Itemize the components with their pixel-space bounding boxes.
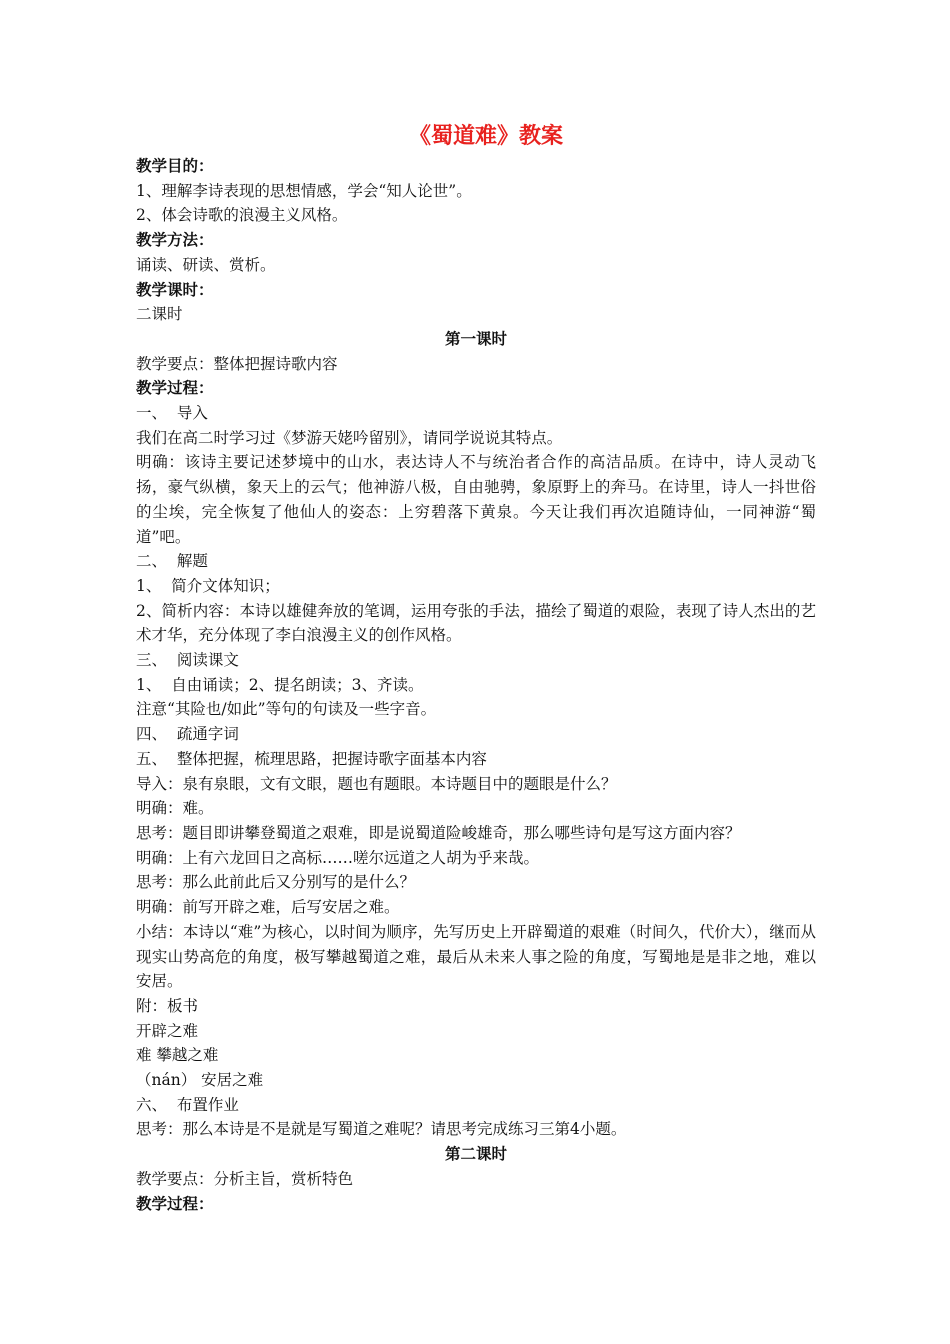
section-heading: 教学目的： bbox=[136, 156, 214, 175]
paragraph: 三、 阅读课文 bbox=[136, 651, 239, 670]
paragraph: 四、 疏通字词 bbox=[136, 725, 239, 744]
paragraph: 二、 解题 bbox=[136, 552, 208, 571]
paragraph: （nán） 安居之难 bbox=[136, 1071, 264, 1090]
document-page bbox=[136, 120, 816, 1216]
section-heading: 教学过程： bbox=[136, 378, 214, 398]
lesson-heading: 第二课时 bbox=[444, 1144, 507, 1164]
paragraph: 2、简析内容：本诗以雄健奔放的笔调，运用夸张的手法，描绘了蜀道的艰险，表现了诗人杰出的艺术才华，充分体现了李白浪漫主义的创作风格。 bbox=[136, 601, 816, 645]
paragraph: 注意“其险也/如此”等句的句读及一些字音。 bbox=[136, 700, 437, 719]
paragraph: 明确：该诗主要记述梦境中的山水，表达诗人不与统治者合作的高洁品质。在诗中，诗人灵动飞扬，豪气纵横，象天上的云气；他神游八极，自由驰骋，象原野上的奔马。在诗里，诗人一抖世俗的尘埃，完全恢复了他仙人的姿态：上穷碧落下黄泉。今天让我们再次追随诗仙，一同神游“蜀道”吧。 bbox=[136, 453, 816, 546]
paragraph: 附：板书 bbox=[136, 996, 199, 1015]
document-body bbox=[136, 154, 816, 1216]
paragraph: 二课时 bbox=[136, 305, 183, 324]
paragraph: 我们在高二时学习过《梦游天姥吟留别》，请同学说说其特点。 bbox=[136, 428, 563, 447]
section-heading: 教学过程： bbox=[136, 1193, 214, 1213]
document-title: 《蜀道难》教案 bbox=[408, 123, 563, 149]
paragraph: 1、理解李诗表现的思想情感，学会“知人论世”。 bbox=[136, 181, 472, 200]
paragraph: 难 攀越之难 bbox=[136, 1046, 219, 1065]
paragraph: 思考：题目即讲攀登蜀道之艰难，即是说蜀道险峻雄奇，那么哪些诗句是写这方面内容？ bbox=[136, 823, 741, 842]
paragraph: 明确：上有六龙回日之高标……嗟尔远道之人胡为乎来哉。 bbox=[136, 848, 540, 867]
lesson-heading: 第一课时 bbox=[444, 328, 507, 348]
section-heading: 教学方法： bbox=[136, 230, 214, 250]
section-heading: 教学课时： bbox=[136, 279, 214, 299]
paragraph: 小结：本诗以“难”为核心，以时间为顺序，先写历史上开辟蜀道的艰难（时间久，代价大），继而从现实山势高危的角度，极写攀越蜀道之难，最后从未来人事之险的角度，写蜀地是是非之地，难以安居。 bbox=[136, 922, 816, 991]
paragraph: 开辟之难 bbox=[136, 1021, 199, 1040]
paragraph: 明确：前写开辟之难，后写安居之难。 bbox=[136, 898, 400, 917]
paragraph: 教学要点：分析主旨，赏析特色 bbox=[136, 1169, 354, 1188]
paragraph: 五、 整体把握，梳理思路，把握诗歌字面基本内容 bbox=[136, 749, 487, 768]
paragraph: 一、 导入 bbox=[136, 404, 208, 423]
paragraph: 教学要点：整体把握诗歌内容 bbox=[136, 354, 338, 373]
paragraph: 明确：难。 bbox=[136, 799, 214, 818]
paragraph: 导入：泉有泉眼，文有文眼，题也有题眼。本诗题目中的题眼是什么？ bbox=[136, 774, 617, 793]
paragraph: 2、体会诗歌的浪漫主义风格。 bbox=[136, 206, 348, 225]
paragraph: 诵读、研读、赏析。 bbox=[136, 255, 276, 274]
paragraph: 思考：那么此前此后又分别写的是什么？ bbox=[136, 873, 416, 892]
paragraph: 六、 布置作业 bbox=[136, 1095, 239, 1114]
paragraph: 1、 简介文体知识； bbox=[136, 576, 280, 595]
paragraph: 思考：那么本诗是不是就是写蜀道之难呢？请思考完成练习三第4小题。 bbox=[136, 1120, 627, 1139]
paragraph: 1、 自由诵读；2、提名朗读；3、齐读。 bbox=[136, 675, 424, 694]
